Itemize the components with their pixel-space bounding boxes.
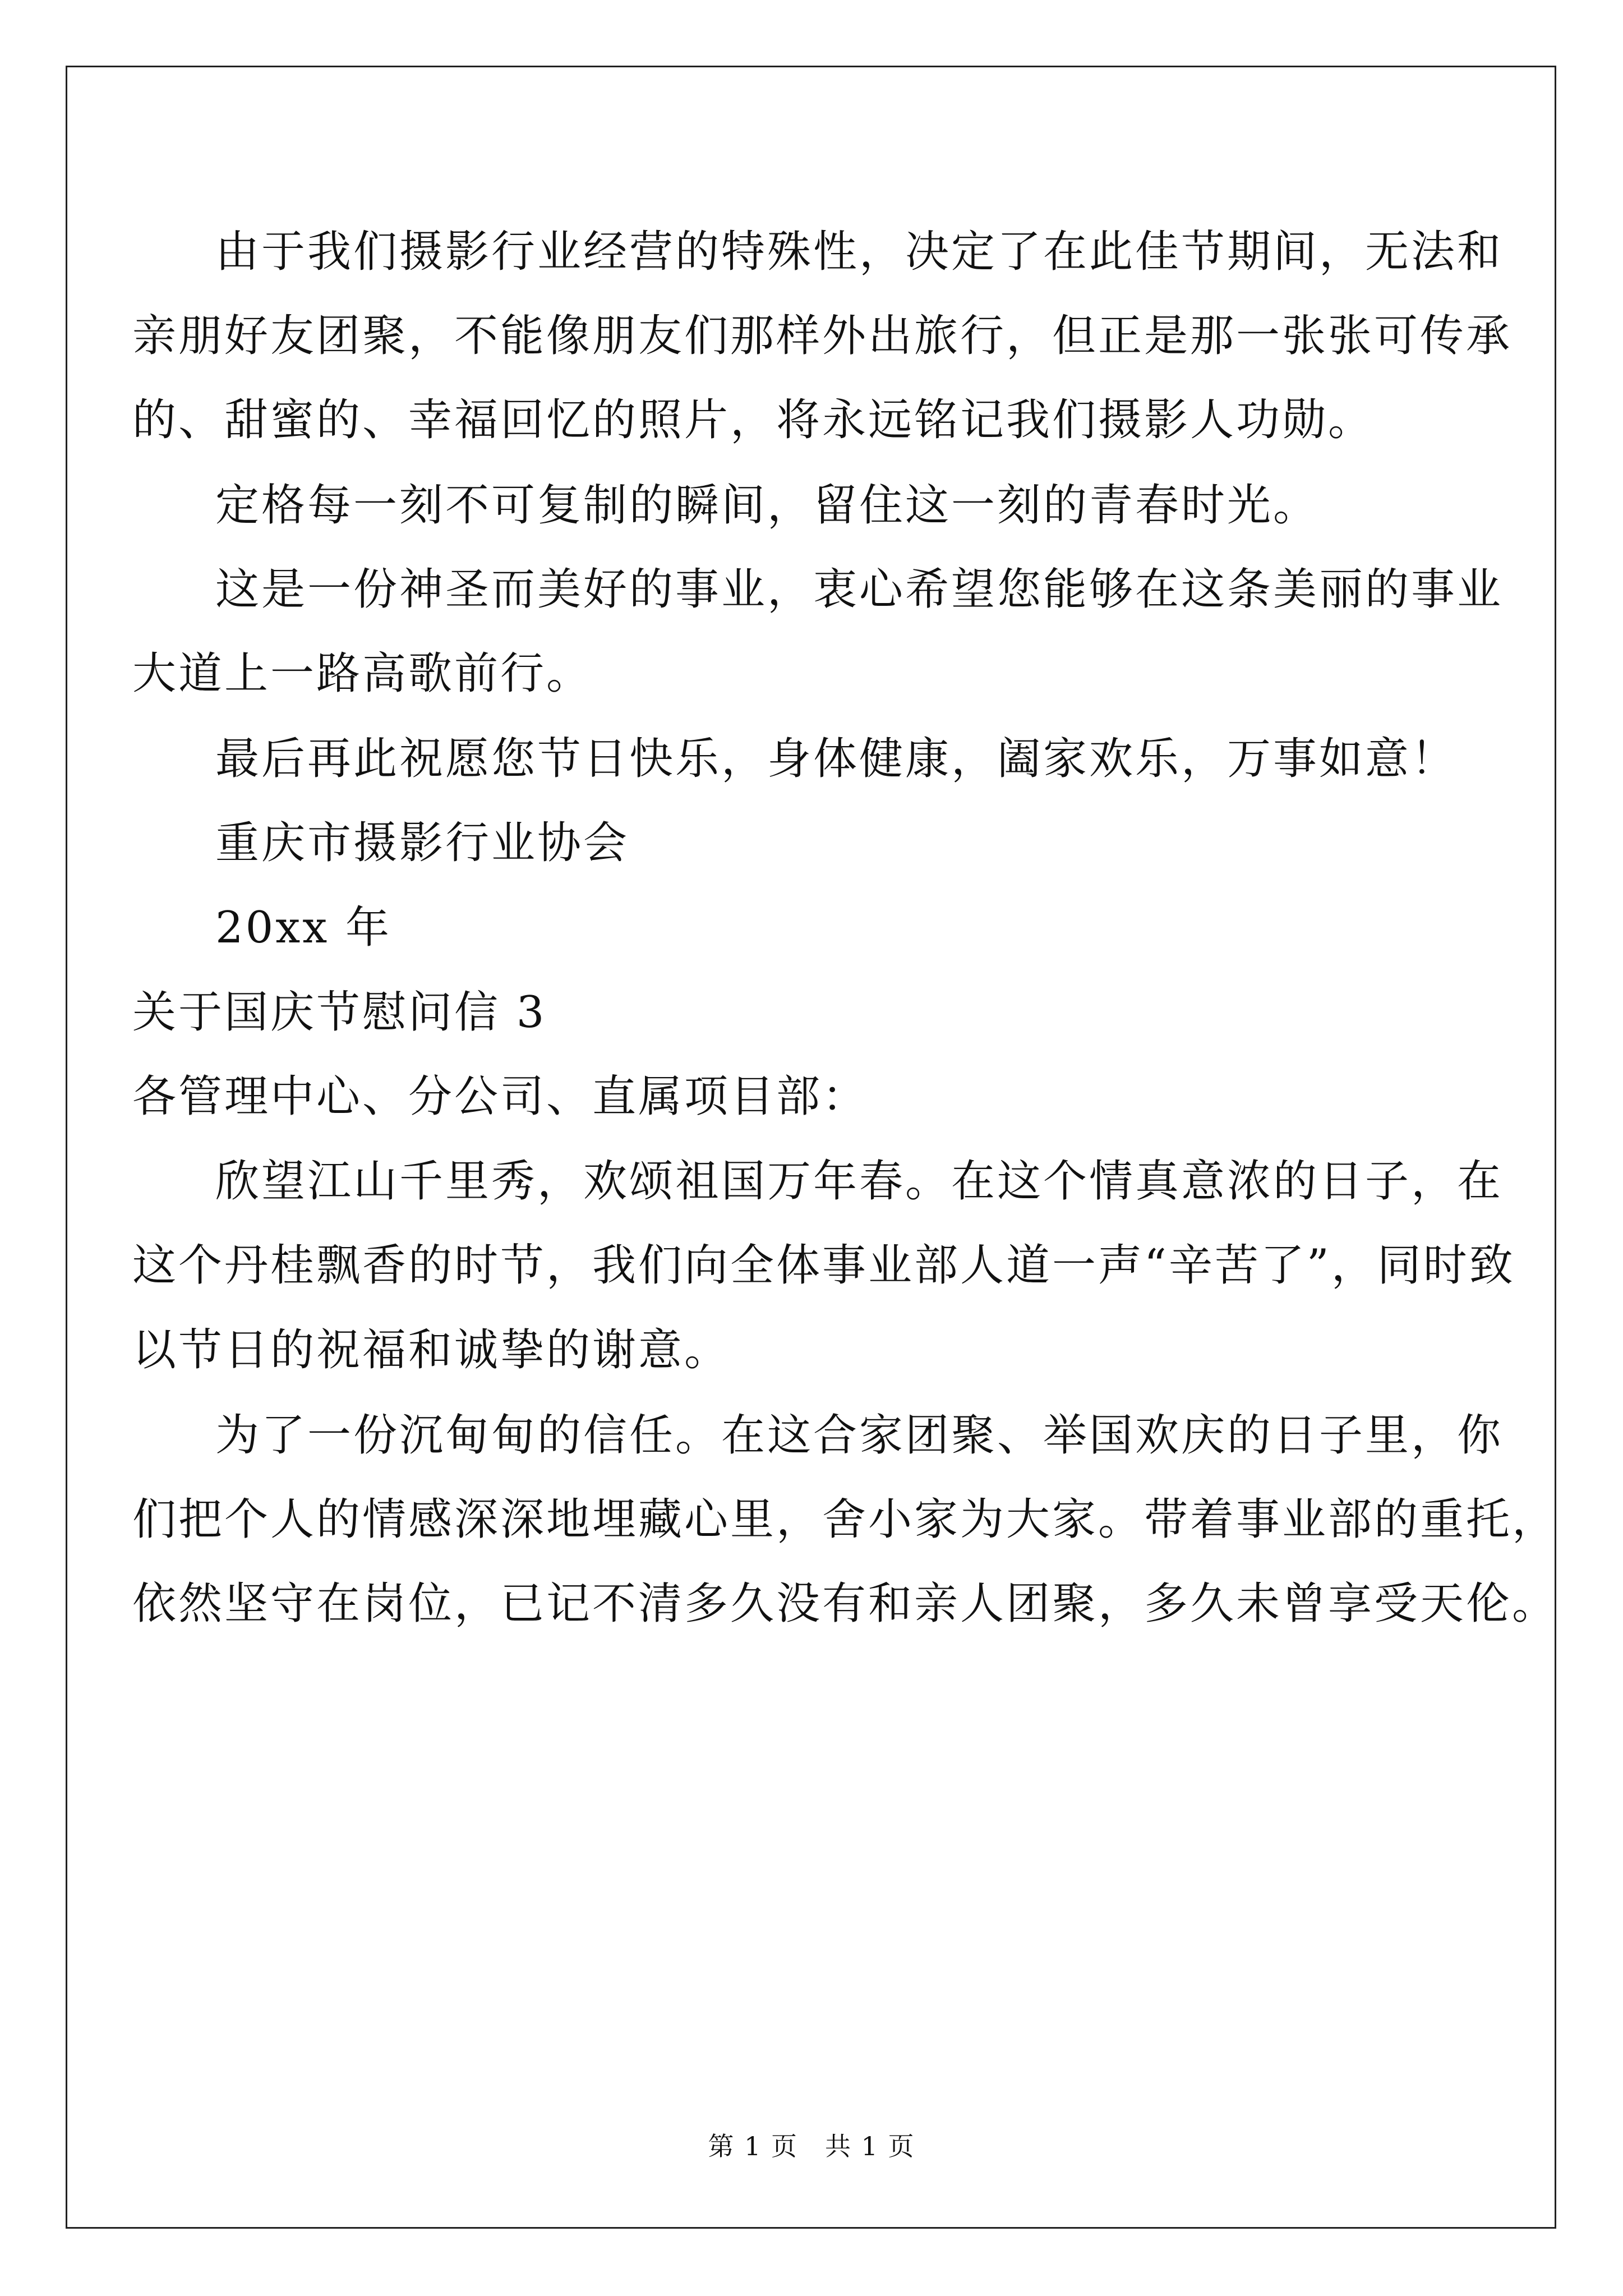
paragraph-line: 为了一份沉甸甸的信任。在这合家团聚、举国欢庆的日子里，你 xyxy=(215,1410,1504,1461)
paragraph-line: 最后再此祝愿您节日快乐，身体健康，阖家欢乐，万事如意！ xyxy=(215,734,1458,784)
signature-date: 20xx 年 xyxy=(215,903,392,953)
signature-org: 重庆市摄影行业协会 xyxy=(215,818,630,868)
paragraph-line: 的、甜蜜的、幸福回忆的照片，将永远铭记我们摄影人功勋。 xyxy=(132,395,1375,445)
section-title: 关于国庆节慰问信 3 xyxy=(132,987,547,1038)
paragraph-line: 以节日的祝福和诚挚的谢意。 xyxy=(132,1325,731,1375)
page-border xyxy=(66,66,1559,2229)
paragraph-line: 欣望江山千里秀，欢颂祖国万年春。在这个情真意浓的日子，在 xyxy=(215,1156,1504,1207)
paragraph-line: 大道上一路高歌前行。 xyxy=(132,648,593,699)
paragraph-line: 们把个人的情感深深地埋藏心里，舍小家为大家。带着事业部的重托， xyxy=(132,1494,1559,1545)
paragraph-line: 这是一份神圣而美好的事业，衷心希望您能够在这条美丽的事业 xyxy=(215,564,1504,615)
paragraph-line: 这个丹桂飘香的时节，我们向全体事业部人道一声“辛苦了”，同时致 xyxy=(132,1240,1515,1291)
paragraph-line: 依然坚守在岗位，已记不清多久没有和亲人团聚，多久未曾享受天伦。 xyxy=(132,1579,1559,1629)
paragraph-line: 由于我们摄影行业经营的特殊性，决定了在此佳节期间，无法和 xyxy=(215,227,1504,277)
paragraph-line: 定格每一刻不可复制的瞬间，留住这一刻的青春时光。 xyxy=(215,480,1320,531)
salutation: 各管理中心、分公司、直属项目部： xyxy=(132,1071,869,1122)
paragraph-line: 亲朋好友团聚，不能像朋友们那样外出旅行，但正是那一张张可传承 xyxy=(132,311,1513,361)
page-footer: 第 1 页 共 1 页 xyxy=(708,2131,915,2161)
